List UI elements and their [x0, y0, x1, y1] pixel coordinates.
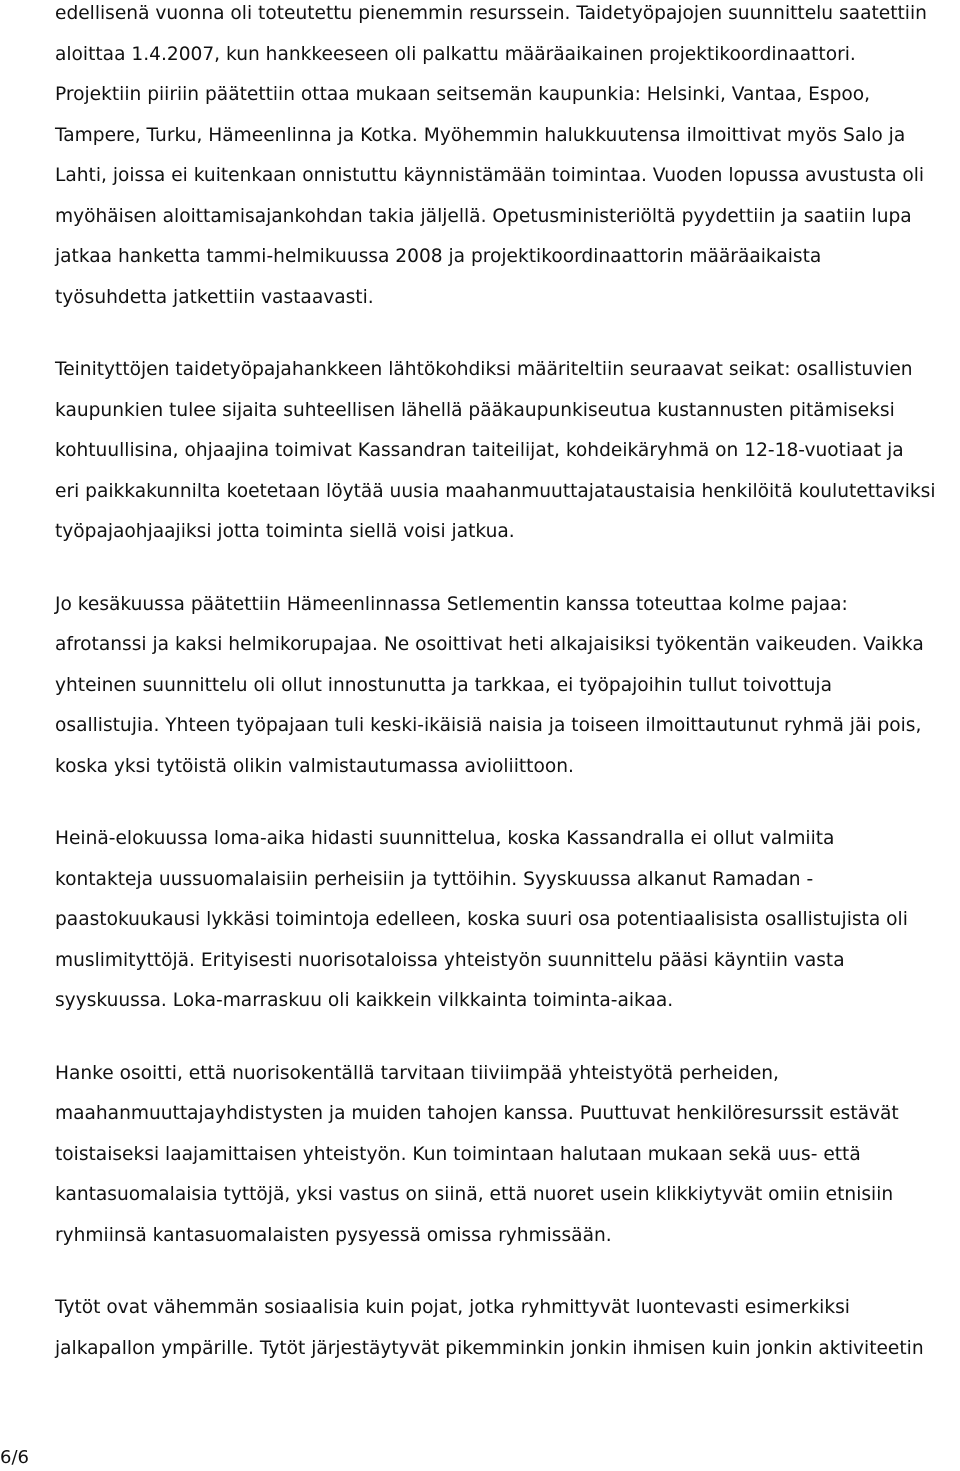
paragraph-3: [55, 585, 960, 788]
text-line: maahanmuuttajayhdistysten ja muiden tahojen kanssa. Puuttuvat henkilöresurssit estävät: [55, 1103, 899, 1124]
text-line: Teinityttöjen taidetyöpajahankkeen lähtökohdiksi määriteltiin seuraavat seikat: osallistuvien: [55, 359, 913, 380]
paragraph-1: [55, 0, 960, 318]
document-body: [55, 0, 960, 1369]
paragraph-5: [55, 1054, 960, 1257]
text-line: Hanke osoitti, että nuorisokentällä tarvitaan tiiviimpää yhteistyötä perheiden,: [55, 1062, 779, 1084]
text-line: edellisenä vuonna oli toteutettu pienemmin resurssein. Taidetyöpajojen suunnittelu saatettiin: [55, 3, 927, 24]
paragraph-gap: [55, 1256, 960, 1288]
text-line: koska yksi tytöistä olikin valmistautumassa avioliittoon.: [55, 755, 574, 777]
paragraph-gap: [55, 1022, 960, 1054]
text-line: kohtuullisina, ohjaajina toimivat Kassandran taiteilijat, kohdeikäryhmä on 12-18-vuotiaat ja: [55, 440, 904, 461]
text-line: afrotanssi ja kaksi helmikorupajaa. Ne osoittivat heti alkajaisiksi työkentän vaikeuden. Vaikka: [55, 634, 924, 655]
text-line: työsuhdetta jatkettiin vastaavasti.: [55, 286, 374, 308]
text-line: jalkapallon ympärille. Tytöt järjestäytyvät pikemminkin jonkin ihmisen kuin jonkin aktiviteetin: [55, 1337, 924, 1359]
text-line: aloittaa 1.4.2007, kun hankkeeseen oli palkattu määräaikainen projektikoordinaattori.: [55, 43, 856, 65]
text-line: syyskuussa. Loka-marraskuu oli kaikkein vilkkainta toiminta-aikaa.: [55, 990, 674, 1011]
text-line: toistaiseksi laajamittaisen yhteistyön. Kun toimintaan halutaan mukaan sekä uus- että: [55, 1143, 861, 1165]
text-line: kantasuomalaisia tyttöjä, yksi vastus on siinä, että nuoret usein klikkiytyvät omiin etnisiin: [55, 1184, 894, 1205]
paragraph-6: [55, 1288, 960, 1369]
paragraph-4: [55, 819, 960, 1022]
text-line: jatkaa hanketta tammi-helmikuussa 2008 ja projektikoordinaattorin määräaikaista: [55, 246, 822, 267]
text-line: Lahti, joissa ei kuitenkaan onnistuttu käynnistämään toimintaa. Vuoden lopussa avustusta oli: [55, 165, 925, 186]
text-line: Jo kesäkuussa päätettiin Hämeenlinnassa Setlementin kanssa toteuttaa kolme pajaa:: [55, 593, 848, 615]
text-line: myöhäisen aloittamisajankohdan takia jäljellä. Opetusministeriöltä pyydettiin ja saatiin lupa: [55, 205, 912, 227]
text-line: Tampere, Turku, Hämeenlinna ja Kotka. Myöhemmin halukkuutensa ilmoittivat myös Salo ja: [55, 124, 906, 146]
paragraph-2: [55, 350, 960, 553]
text-line: Tytöt ovat vähemmän sosiaalisia kuin pojat, jotka ryhmittyvät luontevasti esimerkiksi: [55, 1297, 850, 1318]
text-line: yhteinen suunnittelu oli ollut innostunutta ja tarkkaa, ei työpajoihin tullut toivottuja: [55, 674, 832, 696]
text-line: ryhmiinsä kantasuomalaisten pysyessä omissa ryhmissään.: [55, 1224, 612, 1246]
text-line: kontakteja uussuomalaisiin perheisiin ja tyttöihin. Syyskuussa alkanut Ramadan -: [55, 868, 814, 890]
text-line: Projektiin piiriin päätettiin ottaa mukaan seitsemän kaupunkia: Helsinki, Vantaa, Espoo,: [55, 84, 871, 105]
text-line: työpajaohjaajiksi jotta toiminta siellä voisi jatkua.: [55, 521, 515, 542]
text-line: muslimityttöjä. Erityisesti nuorisotaloissa yhteistyön suunnittelu pääsi käyntiin vasta: [55, 949, 845, 971]
text-line: eri paikkakunnilta koetetaan löytää uusia maahanmuuttajataustaisia henkilöitä koulutettaviksi: [55, 480, 936, 502]
paragraph-gap: [55, 318, 960, 350]
paragraph-gap: [55, 787, 960, 819]
paragraph-gap: [55, 553, 960, 585]
text-line: paastokuukausi lykkäsi toimintoja edelleen, koska suuri osa potentiaalisista osallistujista oli: [55, 909, 908, 930]
text-line: osallistujia. Yhteen työpajaan tuli keski-ikäisiä naisia ja toiseen ilmoittautunut ryhmä jäi pois,: [55, 715, 922, 736]
text-line: Heinä-elokuussa loma-aika hidasti suunnittelua, koska Kassandralla ei ollut valmiita: [55, 828, 835, 849]
text-line: kaupunkien tulee sijaita suhteellisen lähellä pääkaupunkiseutua kustannusten pitämiseksi: [55, 399, 895, 421]
page-number: 6/6: [0, 1447, 29, 1468]
